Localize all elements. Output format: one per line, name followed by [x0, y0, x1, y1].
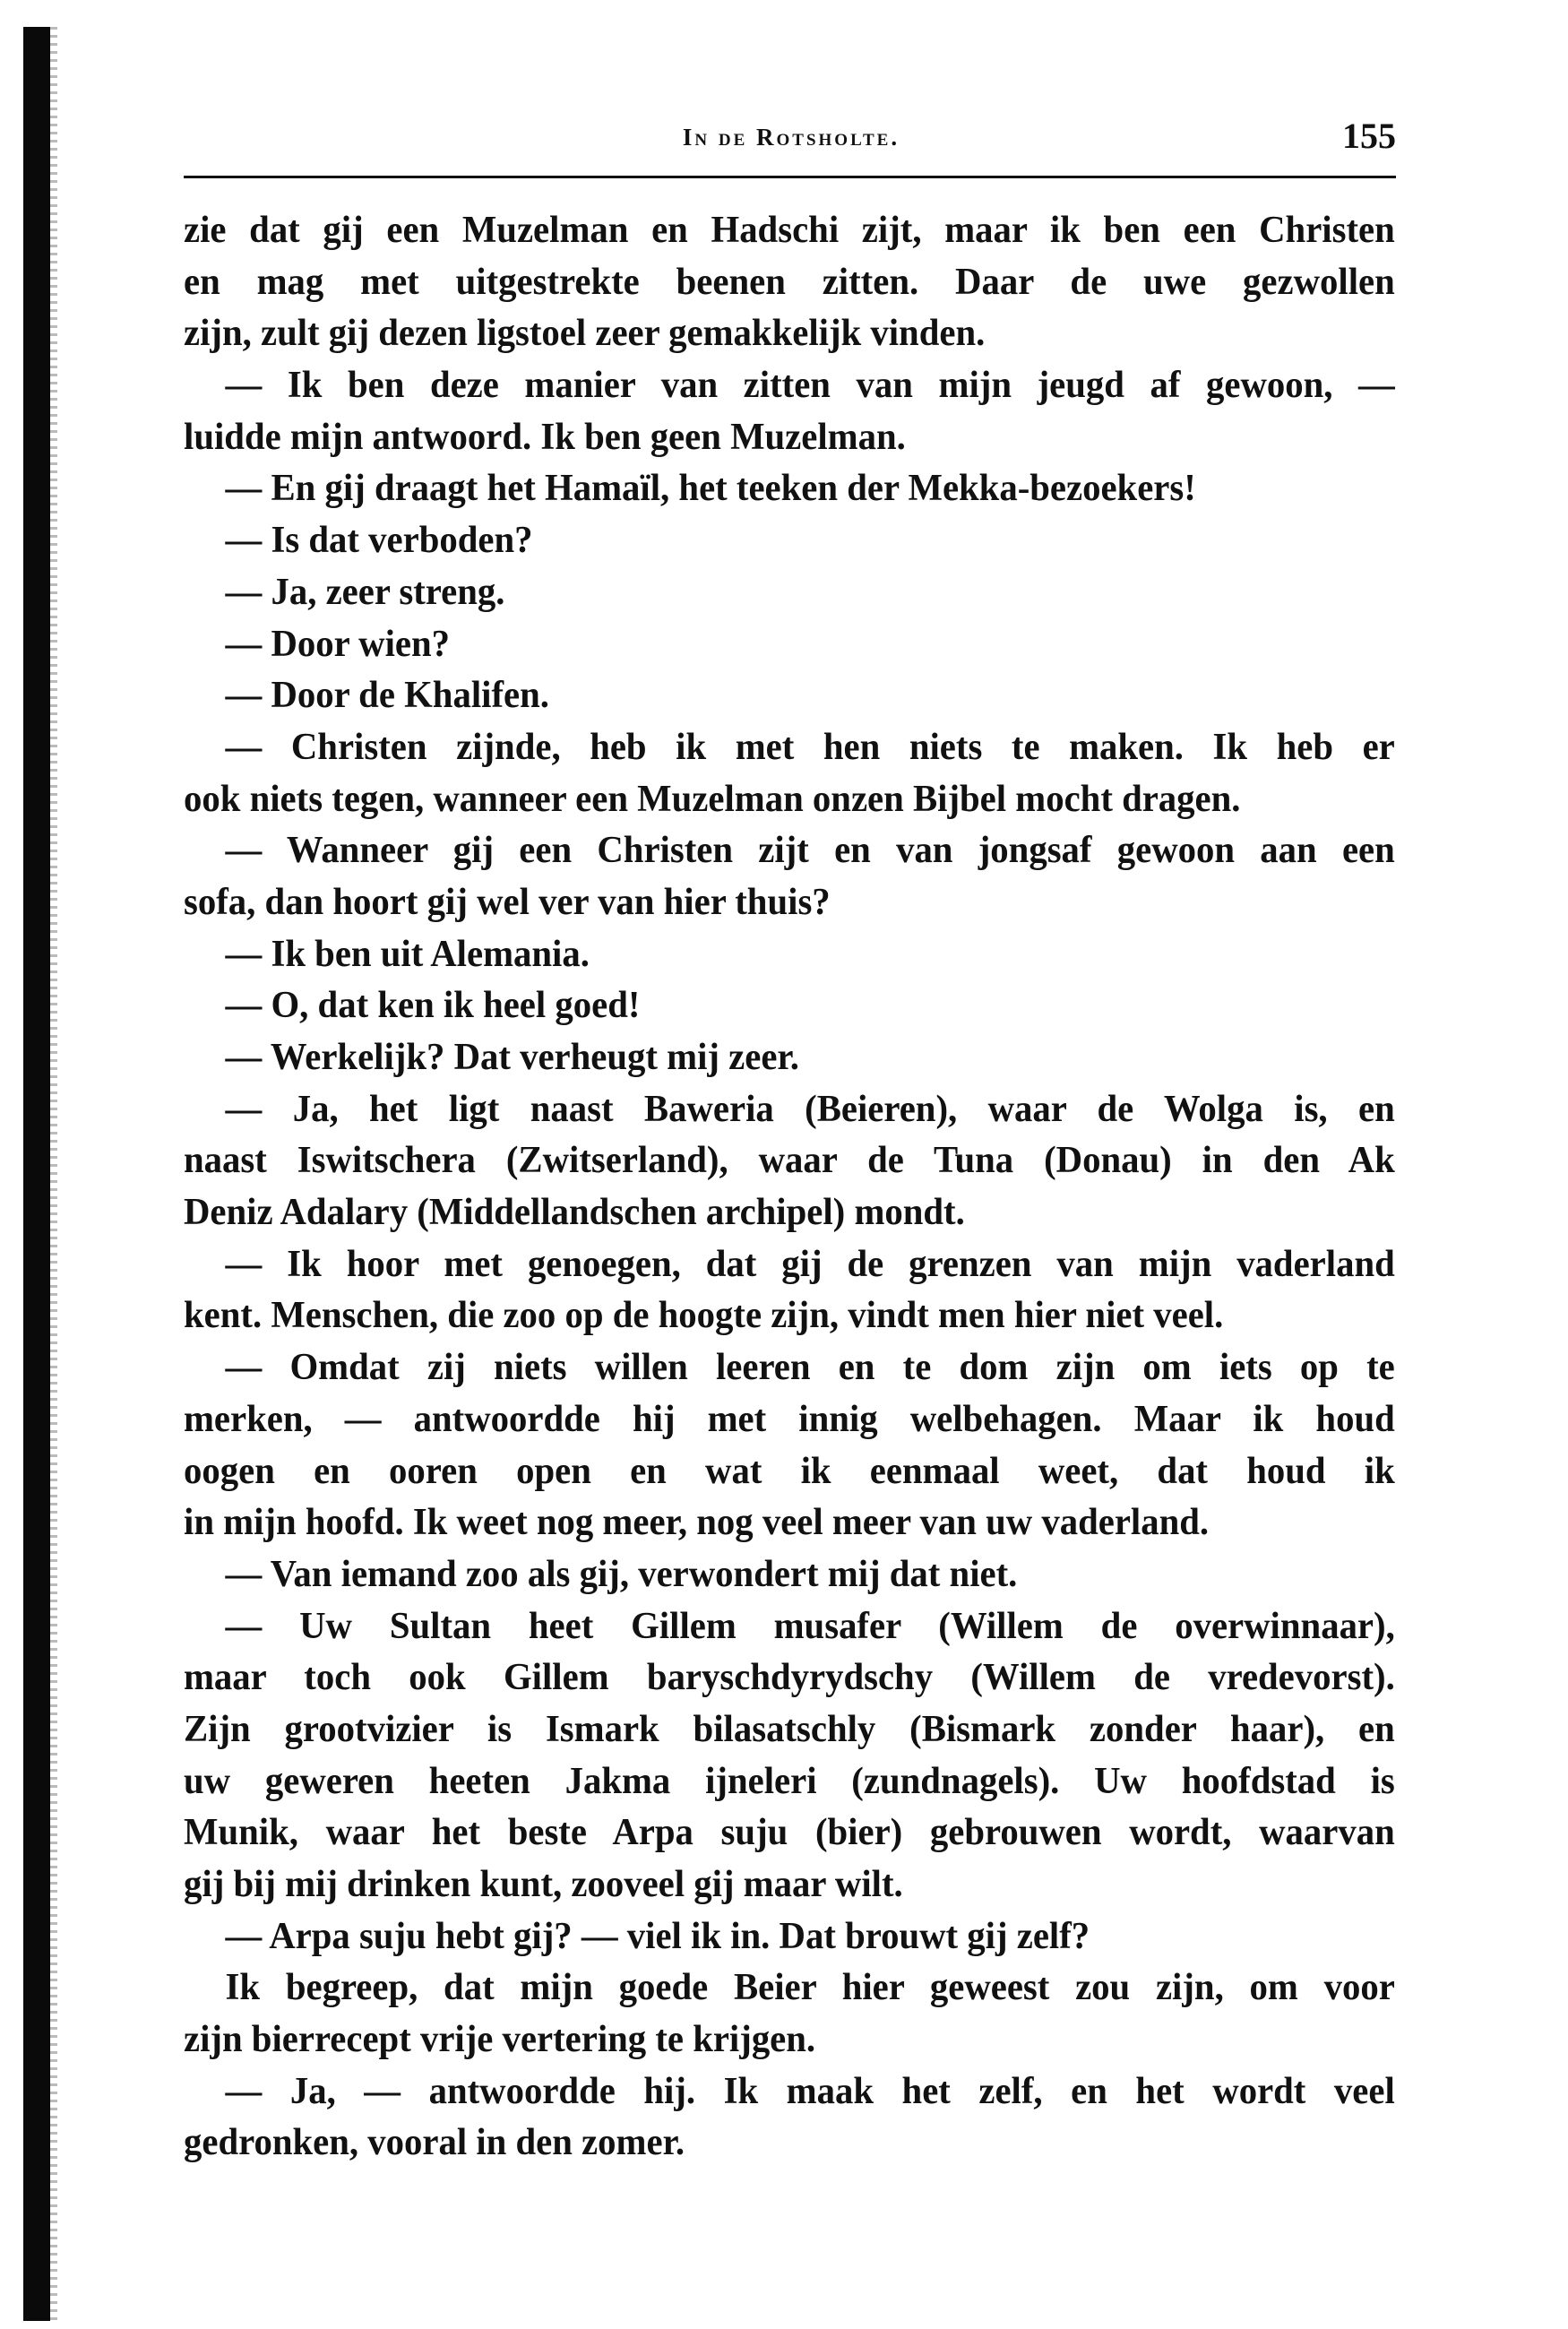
text-line: — Ja, zeer streng. [225, 571, 505, 613]
text-line: — Door de Khalifen. [225, 675, 549, 717]
text-line: in mijn hoofd. Ik weet nog meer, nog veel meer van uw vaderland. [184, 1502, 1210, 1544]
text-line: kent. Menschen, die zoo op de hoogte zijn, vindt men hier niet veel. [184, 1295, 1224, 1337]
text-line: Deniz Adalary (Middellandschen archipel) mondt. [184, 1192, 965, 1234]
text-line: — Is dat verboden? [225, 520, 533, 562]
text-line: — Door wien? [225, 623, 451, 665]
text-line: gij bij mij drinken kunt, zooveel gij maar wilt. [184, 1864, 903, 1905]
text-line: sofa, dan hoort gij wel ver van hier thuis? [184, 881, 831, 923]
text-line: gedronken, vooral in den zomer. [184, 2122, 685, 2164]
text-line: naast Iswitschera (Zwitserland), waar de Tuna (Donau) in den Ak [184, 1140, 1395, 1182]
text-line: en mag met uitgestrekte beenen zitten. Daar de uwe gezwollen [184, 261, 1395, 303]
text-line: — Ja, — antwoordde hij. Ik maak het zelf, en het wordt veel [225, 2070, 1395, 2112]
text-line: luidde mijn antwoord. Ik ben geen Muzelman. [184, 416, 906, 458]
text-line: — Wanneer gij een Christen zijt en van jongsaf gewoon aan een [225, 830, 1395, 872]
header-rule [184, 176, 1396, 178]
text-line: — Arpa suju hebt gij? — viel ik in. Dat brouwt gij zelf? [225, 1915, 1090, 1957]
text-line: — Werkelijk? Dat verheugt mij zeer. [225, 1037, 799, 1078]
text-line: — O, dat ken ik heel goed! [225, 985, 641, 1027]
text-line: — Christen zijnde, heb ik met hen niets te maken. Ik heb er [225, 726, 1395, 768]
text-line: — Ik ben uit Alemania. [225, 933, 590, 975]
text-line: Ik begreep, dat mijn goede Beier hier geweest zou zijn, om voor [225, 1967, 1395, 2009]
text-line: ook niets tegen, wanneer een Muzelman onzen Bijbel mocht dragen. [184, 778, 1241, 820]
text-line: — Ik ben deze manier van zitten van mijn jeugd af gewoon, — [225, 365, 1395, 407]
text-line: oogen en ooren open en wat ik eenmaal weet, dat houd ik [184, 1450, 1395, 1492]
running-title: In de Rotsholte. [682, 124, 900, 151]
text-line: — Ja, het ligt naast Baweria (Beieren), waar de Wolga is, en [225, 1088, 1395, 1130]
text-line: merken, — antwoordde hij met innig welbehagen. Maar ik houd [184, 1398, 1395, 1440]
text-line: — En gij draagt het Hamaïl, het teeken der Mekka-bezoekers! [225, 468, 1196, 510]
text-line: — Omdat zij niets willen leeren en te dom zijn om iets op te [225, 1347, 1395, 1389]
text-line: zijn, zult gij dezen ligstoel zeer gemakkelijk vinden. [184, 313, 986, 355]
text-line: Zijn grootvizier is Ismark bilasatschly (Bismark zonder haar), en [184, 1708, 1395, 1750]
text-line: Munik, waar het beste Arpa suju (bier) gebrouwen wordt, waarvan [184, 1812, 1395, 1854]
text-line: zijn bierrecept vrije vertering te krijgen. [184, 2019, 816, 2061]
page-body [184, 205, 1396, 2169]
page-number: 155 [1342, 116, 1396, 156]
book-binding-shadow [23, 27, 50, 2321]
text-line: zie dat gij een Muzelman en Hadschi zijt, maar ik ben een Christen [184, 210, 1395, 251]
binding-edge [50, 27, 57, 2321]
text-line: — Uw Sultan heet Gillem musafer (Willem de overwinnaar), [225, 1605, 1395, 1647]
text-line: — Ik hoor met genoegen, dat gij de grenzen van mijn vaderland [225, 1243, 1395, 1285]
text-line: uw geweren heeten Jakma ijneleri (zundnagels). Uw hoofdstad is [184, 1760, 1395, 1802]
text-line: — Van iemand zoo als gij, verwondert mij dat niet. [225, 1553, 1018, 1595]
text-line: maar toch ook Gillem baryschdyrydschy (Willem de vredevorst). [184, 1657, 1395, 1699]
